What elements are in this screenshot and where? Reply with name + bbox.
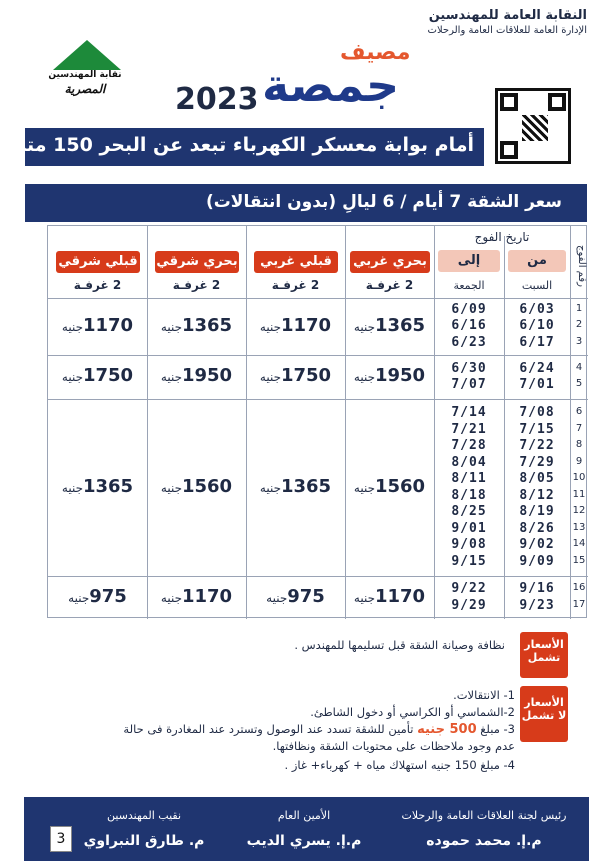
rooms-label-4: 2 غرفـة [73,278,122,292]
price-value: 1365 [181,314,233,336]
to-date: 9/01 [451,520,487,536]
price-cell [147,365,246,386]
price-value: 1750 [82,365,134,386]
from-date: 9/02 [519,537,555,552]
sig3-name: م. طارق النبراوي [83,833,205,849]
exclude-item-2: 2-الشماسي أو الكراسي أو دخول الشاطئ. [310,705,515,719]
sig2-name: م.إ. يسري الديب [246,833,362,849]
group-number: 17 [572,598,586,610]
from-date: 6/10 [519,318,555,334]
currency-label: جنيه [61,370,83,384]
from-date: 8/26 [519,520,555,536]
logo-text-bottom: المصرية [64,82,106,96]
page-number: 3 [50,826,72,852]
logo-text-top: نقابة المهندسين [48,70,122,80]
group-number: 8 [575,439,583,450]
price-cell [48,476,147,497]
location-banner [15,128,484,166]
to-date: 6/23 [451,334,487,350]
category-pill-4: قبلي شرقي [56,251,140,273]
currency-label: جنيه [160,319,182,334]
from-date: 6/03 [519,301,555,317]
to-date: 6/09 [451,301,487,317]
currency-label: جنيه [68,590,90,605]
currency-label: جنيه [61,319,83,334]
exclude-item-3-suffix: تأمين للشقة تسدد عند الوصول وتسترد عند المغادرة فى حالة [123,722,414,736]
price-value: 1170 [82,314,134,336]
rooms-label-1: 2 غرفـة [365,278,414,292]
price-cell [345,586,434,607]
location-text: أمام بوابة معسكر الكهرباء تبعد عن البحر 150 متر [15,134,474,156]
currency-label: جنيه [61,480,83,495]
to-date: 7/21 [451,421,487,437]
price-value: 1560 [181,475,233,497]
sig1-title: رئيس لجنة العلاقات العامة والرحلات [401,809,567,822]
price-cell [147,586,246,607]
includes-tag: الأسعار تشمل [520,632,568,678]
to-date: 8/11 [451,471,487,486]
group-number: 9 [575,455,583,467]
group-number: 6 [575,406,583,417]
resort-subtitle: مصيف [340,40,411,65]
currency-label: جنيه [259,480,281,495]
price-value: 1365 [374,314,426,336]
group-number: 14 [572,538,586,549]
group-no-header: رقم الفوج [576,245,587,287]
from-date: 8/19 [519,504,555,519]
currency-label: جنيه [160,480,182,495]
price-value: 1950 [181,365,233,386]
price-banner-text: سعر الشقة 7 أيام / 6 ليالِ (بدون انتقالات) [205,192,562,212]
group-number: 10 [572,472,586,483]
group-number: 1 [575,302,583,314]
price-cell [48,586,147,607]
to-date: 9/22 [451,581,487,596]
to-date: 9/29 [451,597,487,613]
price-value: 1170 [374,585,426,607]
price-cell [147,476,246,497]
category-pill-1: بحري غربي [350,251,430,273]
to-date: 9/15 [451,553,487,569]
from-date: 7/22 [519,438,555,453]
from-date: 8/12 [519,487,555,503]
rooms-label-3: 2 غرفـة [172,278,221,292]
group-number: 12 [572,505,586,516]
exclude-item-4: 4- مبلغ 150 جنيه استهلاك مياه + كهرباء+ غاز . [284,758,515,772]
price-cell [345,315,434,336]
currency-label: جنيه [353,590,375,605]
price-cell [246,476,345,497]
qr-code-icon [495,88,571,164]
price-value: 1560 [374,475,426,497]
from-date: 8/05 [519,471,555,486]
group-number: 15 [572,554,586,566]
season-year: 2023 [175,82,259,117]
price-table [47,225,587,618]
price-cell [345,476,434,497]
price-value: 975 [287,585,325,607]
to-date: 6/30 [451,360,487,376]
from-date: 7/29 [519,454,555,470]
includes-text: نظافة وصيانة الشقة قبل تسليمها للمهندس . [294,638,505,652]
price-value: 1170 [181,585,233,607]
price-cell [246,315,345,336]
dept-name: الإدارة العامة للعلاقات العامة والرحلات [427,25,587,36]
from-date: 6/24 [519,360,555,376]
price-value: 1365 [280,475,332,497]
group-number: 3 [575,335,583,347]
group-number: 5 [575,378,583,389]
resort-title: جمصة [262,58,400,112]
from-date: 7/15 [519,421,555,437]
to-date: 8/25 [451,504,487,519]
to-date: 9/08 [451,537,487,552]
excludes-tag: الأسعار لا تشمل [520,686,568,742]
to-date: 6/16 [451,318,487,334]
group-number: 16 [572,582,586,593]
category-pill-3: بحري شرقي [155,251,239,273]
exclude-item-1: 1- الانتقالات. [453,688,515,702]
syndicate-logo [45,40,125,95]
from-date: 6/17 [519,334,555,350]
org-name: النقابة العامة للمهندسين [428,8,587,23]
currency-label: جنيه [353,370,375,384]
to-date: 8/04 [451,454,487,470]
price-value: 1365 [82,475,134,497]
logo-triangle-icon [53,40,121,70]
from-header: من [508,250,566,272]
to-date: 7/07 [451,377,487,392]
signatures-footer [24,797,589,861]
price-banner [25,184,587,222]
category-pill-2: قبلي غربي [254,251,338,273]
price-value: 975 [89,585,127,607]
currency-label: جنيه [353,480,375,495]
deposit-amount: 500 جنيه [417,722,477,737]
price-value: 1950 [374,365,426,386]
group-number: 11 [572,488,586,500]
exclude-item-3-prefix: 3- مبلغ [480,722,515,736]
price-cell [147,315,246,336]
group-number: 13 [572,521,586,533]
sig2-title: الأمين العام [277,809,331,822]
from-date: 9/09 [519,553,555,569]
sig1-name: م.إ. محمد حموده [426,833,542,849]
currency-label: جنيه [160,590,182,605]
group-number: 2 [575,319,583,331]
price-cell [345,365,434,386]
exclude-item-3-cont: عدم وجود ملاحظات على محتويات الشقة ونظافتها. [272,739,515,753]
from-day: السبت [521,279,553,292]
price-value: 1750 [280,365,332,386]
price-cell [48,365,147,386]
to-date: 7/28 [451,438,487,453]
from-date: 9/16 [519,581,555,596]
currency-label: جنيه [160,370,182,384]
group-number: 7 [575,422,583,434]
to-date: 7/14 [451,405,487,420]
to-date: 8/18 [451,487,487,503]
from-date: 7/08 [519,405,555,420]
currency-label: جنيه [353,319,375,334]
price-value: 1170 [280,314,332,336]
org-header [428,8,587,36]
group-number: 4 [575,361,583,373]
to-header: إلى [438,250,500,272]
exclude-item-3 [123,722,515,737]
currency-label: جنيه [259,370,281,384]
to-day: الجمعة [453,279,485,292]
rooms-label-2: 2 غرفـة [271,278,320,292]
currency-label: جنيه [266,590,288,605]
group-date-header: تاريخ الفوج [474,230,530,244]
price-cell [246,365,345,386]
sig3-title: نقيب المهندسين [106,809,182,822]
price-cell [48,315,147,336]
from-date: 9/23 [519,597,555,613]
price-cell [246,586,345,607]
from-date: 7/01 [519,377,555,392]
currency-label: جنيه [259,319,281,334]
